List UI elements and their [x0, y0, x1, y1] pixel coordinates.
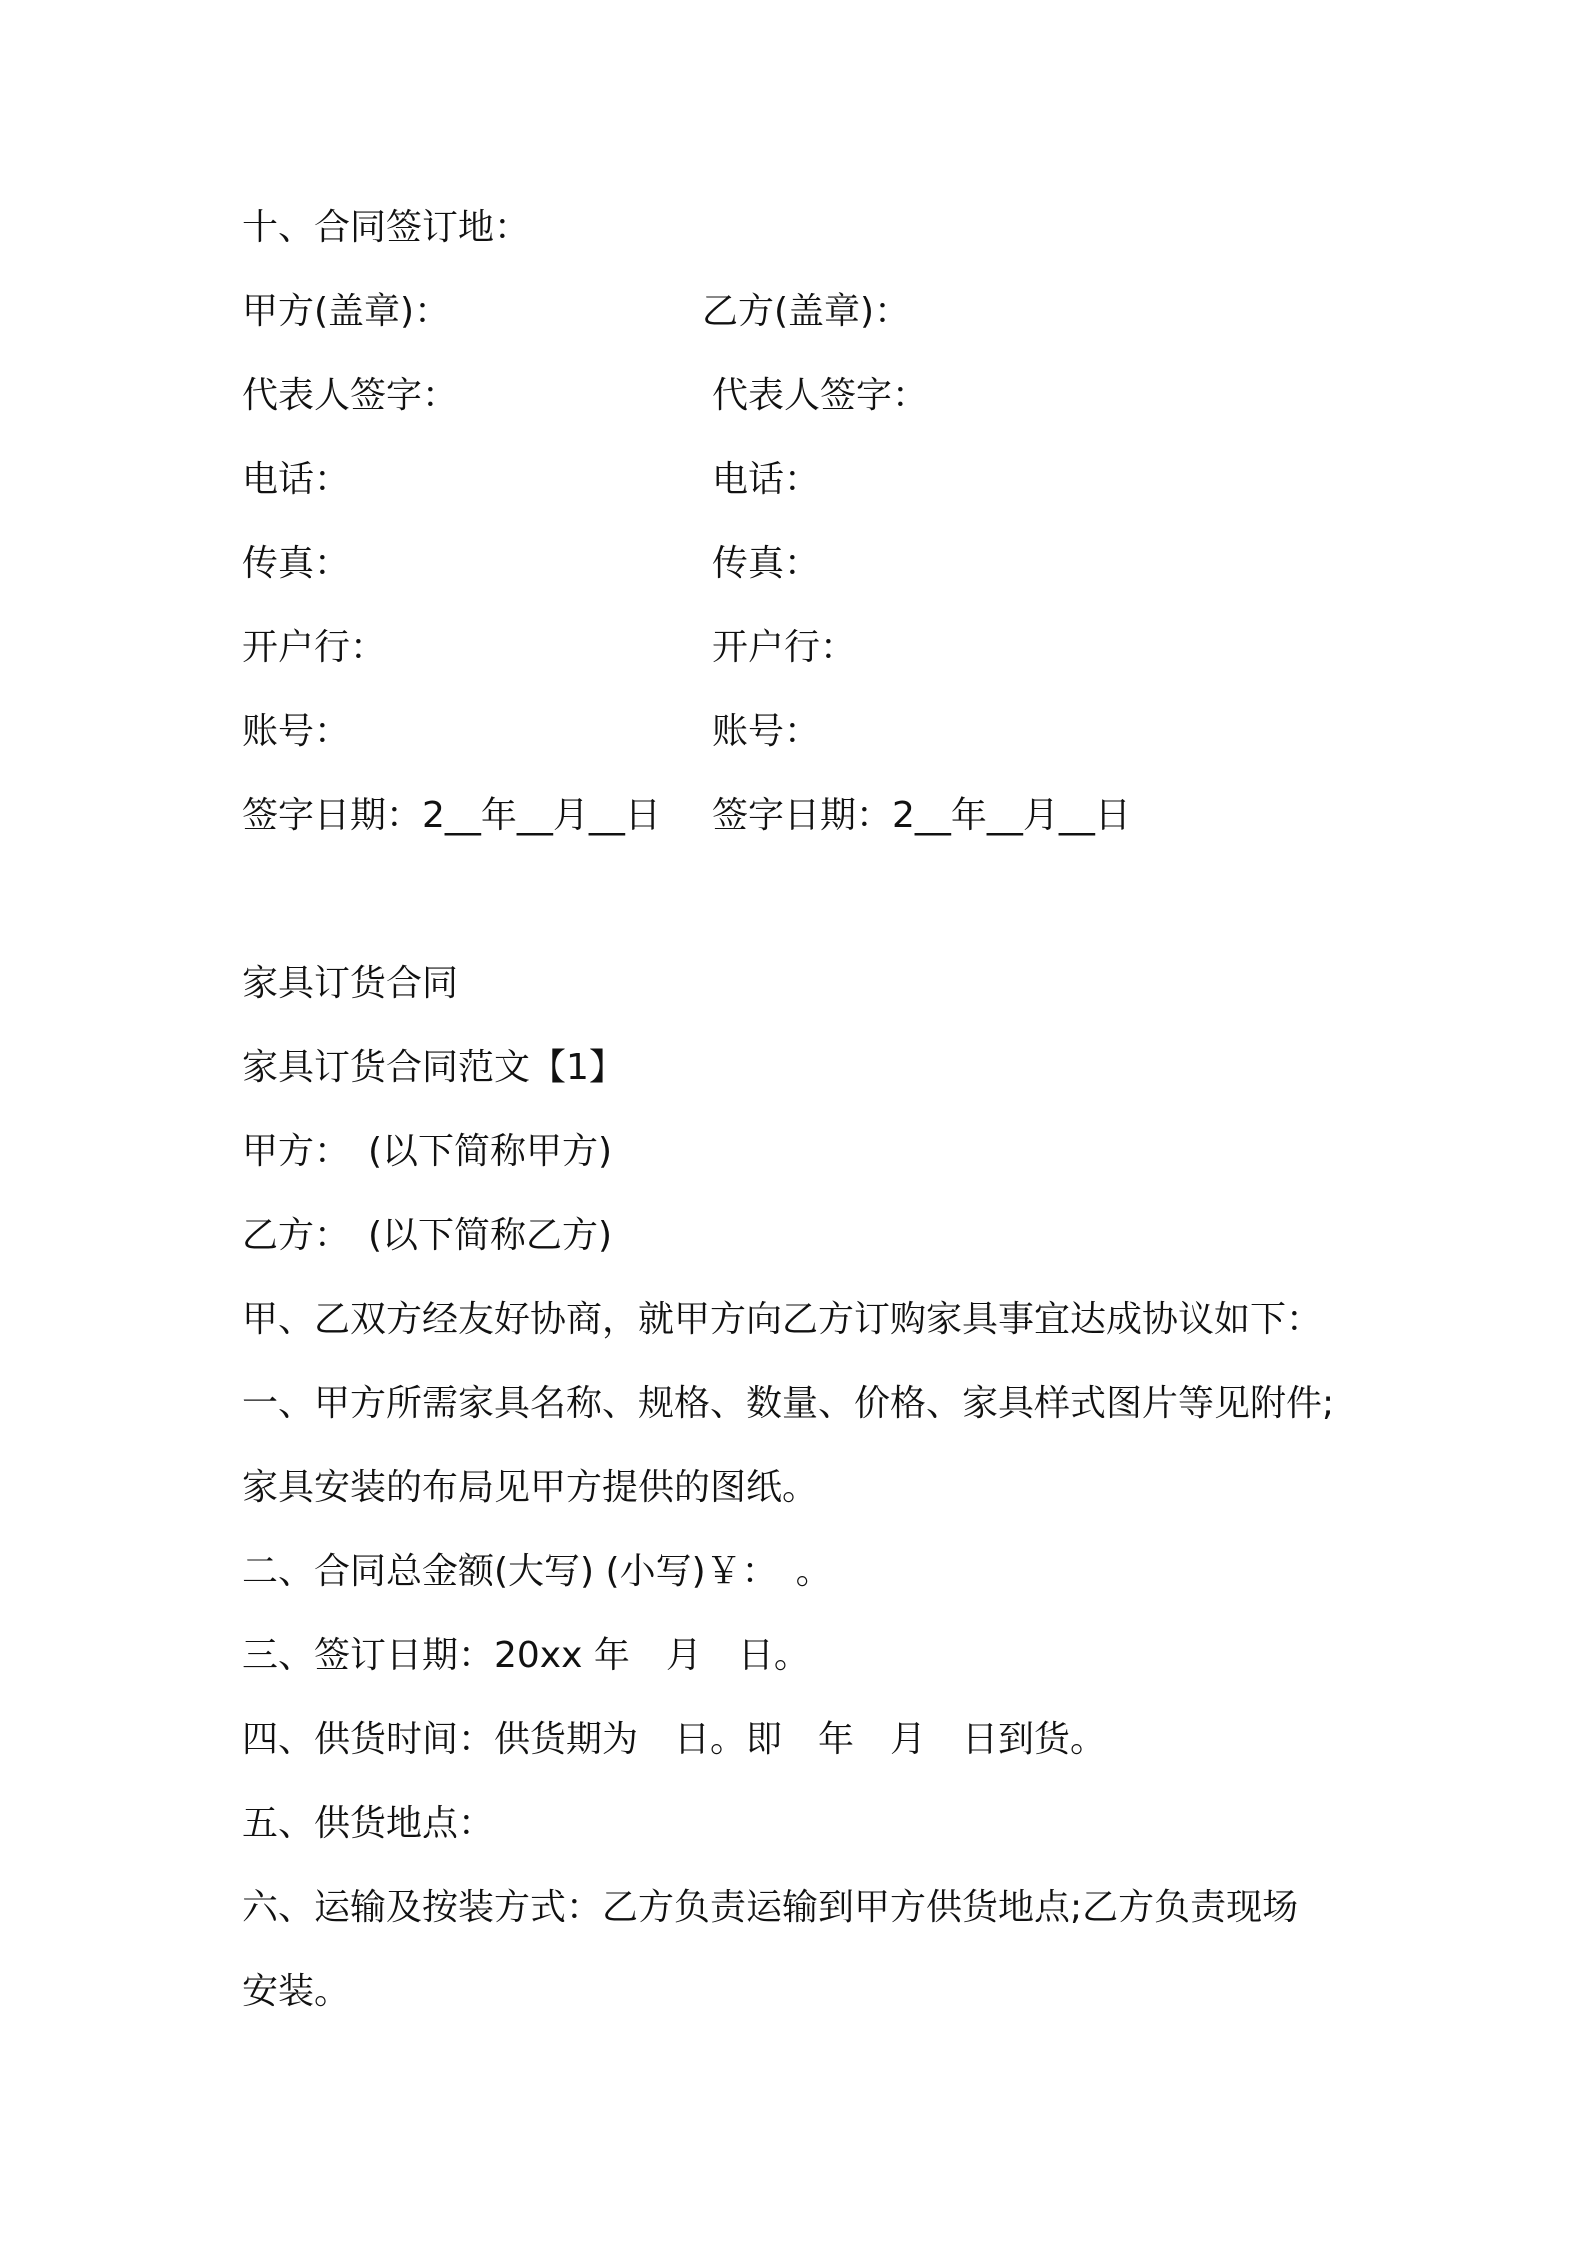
clause-line: 六、运输及按装方式：乙方负责运输到甲方供货地点;乙方负责现场 — [242, 1887, 1299, 1928]
party-b-line: 乙方： (以下简称乙方) — [242, 1215, 613, 1256]
clause-line: 二、合同总金额(大写) (小写)￥： 。 — [242, 1551, 832, 1592]
party-a-line: 甲方： (以下简称甲方) — [242, 1131, 613, 1172]
party-a-fax-label: 传真： — [242, 543, 351, 584]
clause-line: 一、甲方所需家具名称、规格、数量、价格、家具样式图片等见附件; — [242, 1383, 1335, 1424]
contract-subtitle: 家具订货合同范文【1】 — [242, 1047, 625, 1088]
party-a-sign-date-label: 签字日期：2__年__月__日 — [242, 795, 661, 836]
signing-place-heading: 十、合同签订地： — [242, 207, 531, 248]
party-b-bank-label: 开户行： — [712, 627, 857, 668]
party-a-account-label: 账号： — [242, 711, 351, 752]
party-a-bank-label: 开户行： — [242, 627, 387, 668]
party-b-phone-label: 电话： — [712, 459, 821, 500]
clause-line: 五、供货地点： — [242, 1803, 495, 1844]
party-a-phone-label: 电话： — [242, 459, 351, 500]
clause-line: 三、签订日期：20xx 年 月 日。 — [242, 1635, 810, 1676]
party-b-seal-label: 乙方(盖章)： — [702, 291, 911, 332]
contract-intro: 甲、乙双方经友好协商，就甲方向乙方订购家具事宜达成协议如下： — [242, 1299, 1323, 1340]
party-b-fax-label: 传真： — [712, 543, 821, 584]
party-b-account-label: 账号： — [712, 711, 821, 752]
clause-line: 家具安装的布局见甲方提供的图纸。 — [242, 1467, 819, 1508]
party-b-representative-label: 代表人签字： — [712, 375, 929, 416]
party-a-representative-label: 代表人签字： — [242, 375, 459, 416]
party-a-seal-label: 甲方(盖章)： — [242, 291, 451, 332]
clause-line: 四、供货时间：供货期为 日。即 年 月 日到货。 — [242, 1719, 1107, 1760]
contract-title: 家具订货合同 — [242, 963, 459, 1004]
party-b-sign-date-label: 签字日期：2__年__月__日 — [712, 795, 1131, 836]
clause-line: 安装。 — [242, 1971, 351, 2012]
